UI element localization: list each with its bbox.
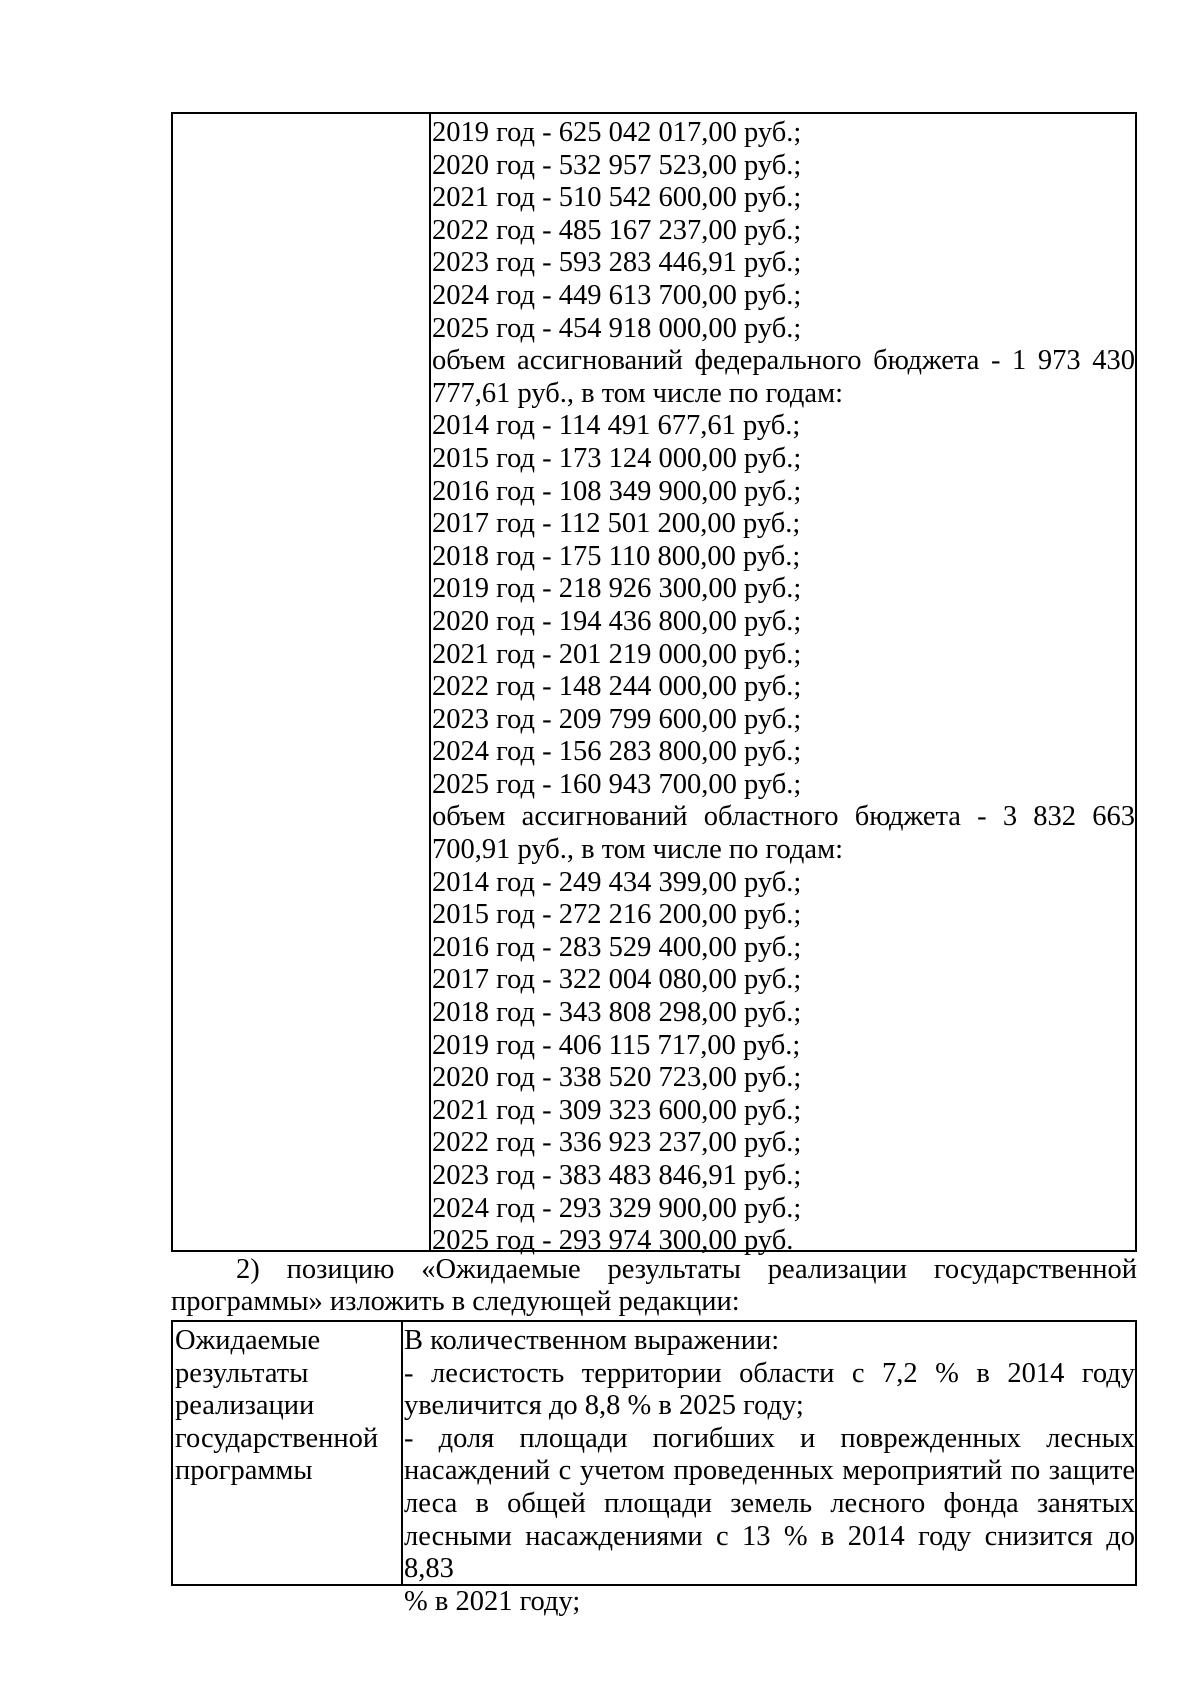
federal-year-line: 2018 год - 175 110 800,00 руб.; — [432, 540, 801, 572]
label-line: государственной — [175, 1422, 379, 1454]
federal-year-line: 2023 год - 209 799 600,00 руб.; — [432, 703, 802, 735]
expected-result-line: увеличится до 8,8 % в 2025 году; — [404, 1390, 804, 1422]
expected-result-line: В количественном выражении: — [404, 1325, 780, 1356]
federal-year-line: 2015 год - 173 124 000,00 руб.; — [432, 442, 802, 474]
funding-year-line: 2025 год - 454 918 000,00 руб.; — [432, 312, 802, 344]
regional-year-line: 2019 год - 406 115 717,00 руб.; — [432, 1029, 801, 1061]
funding-year-line: 2020 год - 532 957 523,00 руб.; — [432, 149, 802, 181]
regional-year-line: 2015 год - 272 216 200,00 руб.; — [432, 899, 802, 931]
funding-year-line: 2024 год - 449 613 700,00 руб.; — [432, 279, 802, 311]
regional-year-line: 2025 год - 293 974 300,00 руб. — [432, 1225, 794, 1257]
expected-result-line: - лесистость территории области с 7,2 % в 2014 году — [404, 1357, 1135, 1389]
regional-year-line: 2020 год - 338 520 723,00 руб.; — [432, 1062, 802, 1094]
regional-budget-heading-cont: 700,91 руб., в том числе по годам: — [432, 834, 844, 866]
funding-year-line: 2021 год - 510 542 600,00 руб.; — [432, 182, 802, 214]
federal-year-line: 2016 год - 108 349 900,00 руб.; — [432, 475, 802, 507]
regional-year-line: 2024 год - 293 329 900,00 руб.; — [432, 1192, 802, 1224]
table-column-divider — [401, 1322, 403, 1584]
expected-result-line: леса в общей площади земель лесного фонда занятых — [404, 1487, 1135, 1519]
regional-year-line: 2017 год - 322 004 080,00 руб.; — [432, 964, 802, 996]
funding-table — [171, 112, 1137, 1257]
funding-year-line: 2022 год - 485 167 237,00 руб.; — [432, 214, 802, 246]
expected-results-table — [171, 1320, 1137, 1617]
regional-year-line: 2018 год - 343 808 298,00 руб.; — [432, 997, 802, 1029]
federal-year-line: 2014 год - 114 491 677,61 руб.; — [432, 410, 801, 442]
amendment-paragraph — [171, 1254, 1137, 1318]
federal-budget-heading-cont: 777,61 руб., в том числе по годам: — [432, 377, 844, 409]
regional-year-line: 2022 год - 336 923 237,00 руб.; — [432, 1127, 802, 1159]
expected-result-line: % в 2021 году; — [404, 1585, 581, 1617]
regional-budget-heading: объем ассигнований областного бюджета - 3 832 663 — [432, 801, 1135, 833]
label-line: результаты — [175, 1357, 309, 1389]
federal-year-line: 2019 год - 218 926 300,00 руб.; — [432, 573, 802, 605]
regional-year-line: 2016 год - 283 529 400,00 руб.; — [432, 931, 802, 963]
expected-results-value-cell — [404, 1325, 1135, 1618]
funding-year-line: 2019 год - 625 042 017,00 руб.; — [432, 117, 802, 148]
expected-result-line: лесными насаждениями с 13 % в 2014 году снизится до 8,83 — [404, 1520, 1135, 1585]
regional-year-line: 2014 год - 249 434 399,00 руб.; — [432, 866, 802, 898]
funding-year-line: 2023 год - 593 283 446,91 руб.; — [432, 247, 802, 279]
federal-year-line: 2025 год - 160 943 700,00 руб.; — [432, 768, 802, 800]
paragraph-line-2: программы» изложить в следующей редакции: — [171, 1286, 740, 1317]
paragraph-line-1: 2) позицию «Ожидаемые результаты реализации государственной — [236, 1254, 1137, 1285]
label-line: реализации — [175, 1390, 315, 1422]
federal-budget-heading: объем ассигнований федерального бюджета - 1 973 430 — [432, 345, 1135, 377]
federal-year-line: 2021 год - 201 219 000,00 руб.; — [432, 638, 802, 670]
federal-year-line: 2024 год - 156 283 800,00 руб.; — [432, 736, 802, 768]
federal-year-line: 2022 год - 148 244 000,00 руб.; — [432, 671, 802, 703]
regional-year-line: 2021 год - 309 323 600,00 руб.; — [432, 1094, 802, 1126]
label-line: Ожидаемые — [175, 1325, 321, 1356]
table-column-divider — [429, 114, 431, 1250]
regional-year-line: 2023 год - 383 483 846,91 руб.; — [432, 1160, 802, 1191]
expected-result-line: - доля площади погибших и поврежденных лесных — [404, 1422, 1135, 1454]
expected-results-label-cell — [175, 1325, 399, 1488]
federal-year-line: 2017 год - 112 501 200,00 руб.; — [432, 508, 801, 540]
expected-result-line: насаждений с учетом проведенных мероприятий по защите — [404, 1455, 1135, 1487]
funding-cell — [432, 117, 1135, 1258]
label-line: программы — [175, 1455, 313, 1487]
federal-year-line: 2020 год - 194 436 800,00 руб.; — [432, 605, 802, 637]
